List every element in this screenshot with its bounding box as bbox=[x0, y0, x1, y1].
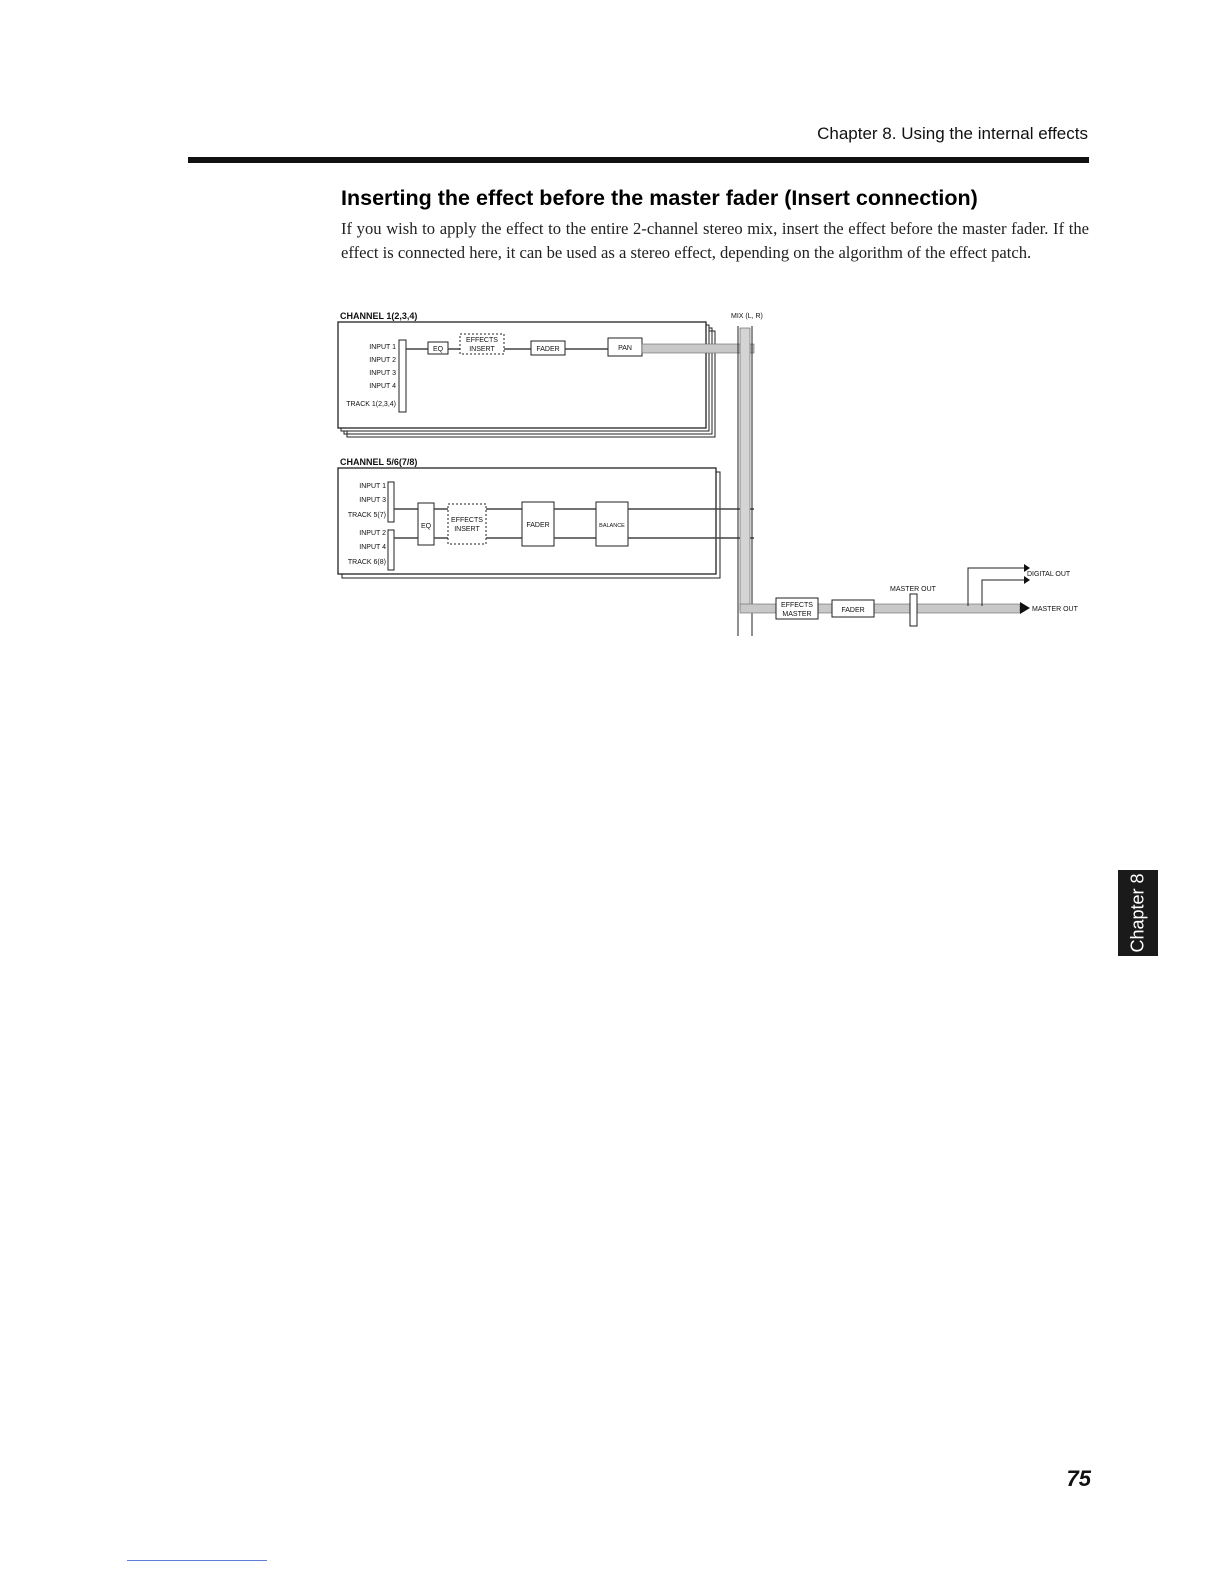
stereo-channel-group bbox=[338, 457, 754, 578]
running-head: Chapter 8. Using the internal effects bbox=[817, 124, 1088, 143]
mono-input-selector bbox=[399, 340, 406, 412]
page-number: 75 bbox=[1066, 1466, 1091, 1491]
stereo-input-label: INPUT 2 bbox=[359, 530, 386, 537]
mono-input-label: INPUT 1 bbox=[369, 344, 396, 351]
mono-eq-label: EQ bbox=[432, 346, 444, 353]
mono-channel-title: CHANNEL 1(2,3,4) bbox=[340, 311, 418, 321]
mono-input-label: TRACK 1(2,3,4) bbox=[346, 401, 396, 408]
mono-fader-label: FADER bbox=[536, 346, 560, 353]
mono-input-label: INPUT 2 bbox=[369, 357, 396, 364]
mono-insert-label: INSERT bbox=[469, 346, 495, 353]
section-heading: Inserting the effect before the master fader (Insert connection) bbox=[341, 186, 978, 210]
stereo-eq-label: EQ bbox=[420, 523, 432, 530]
stereo-input-label: TRACK 6(8) bbox=[347, 559, 386, 566]
stereo-channel-title: CHANNEL 5/6(7/8) bbox=[340, 457, 418, 467]
digital-out-label: DIGITAL OUT bbox=[1027, 571, 1071, 578]
mono-channel-group bbox=[338, 311, 754, 437]
stereo-input-label: TRACK 5(7) bbox=[347, 512, 386, 519]
master-effects-label: EFFECTS bbox=[781, 602, 813, 609]
chapter-tab bbox=[1118, 870, 1158, 956]
mono-effects-label: EFFECTS bbox=[466, 337, 498, 344]
mono-pan-label: PAN bbox=[618, 345, 632, 352]
mix-bus-group bbox=[731, 313, 763, 636]
stereo-effects-label: EFFECTS bbox=[451, 517, 483, 524]
master-out-tap bbox=[910, 594, 917, 626]
mono-input-label: INPUT 3 bbox=[369, 370, 396, 377]
stereo-fader-label: FADER bbox=[526, 522, 550, 529]
mix-bus-label: MIX (L, R) bbox=[731, 313, 763, 320]
master-out-label: MASTER OUT bbox=[1032, 606, 1078, 613]
stereo-balance-label: BALANCE bbox=[599, 523, 625, 529]
stereo-input-label: INPUT 3 bbox=[359, 497, 386, 504]
section-body: If you wish to apply the effect to the entire 2-channel stereo mix, insert the effect before the master fader. If the effect is connected here, it can be used as a stereo effect, depending on the algorithm of the effect patch. bbox=[341, 219, 1089, 262]
stereo-input-label: INPUT 1 bbox=[359, 483, 386, 490]
stereo-effects-insert-block bbox=[448, 504, 486, 544]
master-fader-label: FADER bbox=[841, 607, 865, 614]
chapter-tab-label: Chapter 8 bbox=[1127, 873, 1148, 953]
master-master-label: MASTER bbox=[782, 611, 812, 618]
signal-flow-diagram bbox=[336, 308, 1096, 648]
stereo-insert-label: INSERT bbox=[454, 526, 480, 533]
master-section-group bbox=[740, 564, 1079, 626]
footer-rule bbox=[127, 1560, 267, 1561]
mono-input-label: INPUT 4 bbox=[369, 383, 396, 390]
stereo-input-selector-r bbox=[388, 530, 394, 570]
header-rule bbox=[188, 157, 1089, 163]
master-out-tap-label: MASTER OUT bbox=[890, 586, 936, 593]
stereo-input-selector-l bbox=[388, 482, 394, 522]
stereo-input-label: INPUT 4 bbox=[359, 544, 386, 551]
